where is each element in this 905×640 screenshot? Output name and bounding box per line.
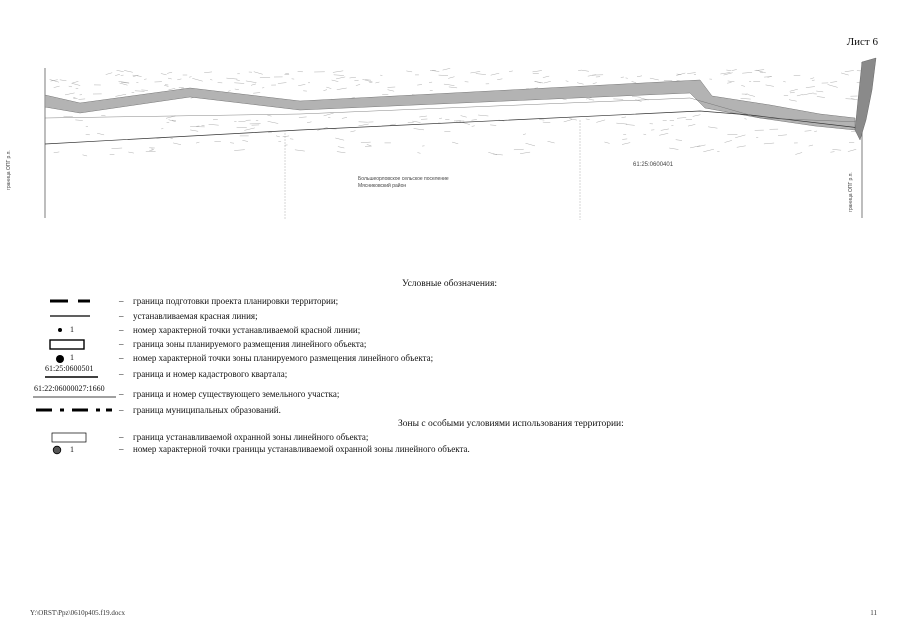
terrain-mark xyxy=(209,124,219,125)
terrain-mark xyxy=(237,127,247,128)
settlement-label-1: Большеорловское сельское поселение xyxy=(358,176,449,182)
terrain-mark xyxy=(204,72,212,73)
legend-item xyxy=(0,296,905,308)
legend-item xyxy=(0,384,905,401)
terrain-mark xyxy=(548,141,555,143)
terrain-mark xyxy=(566,81,569,82)
terrain-mark xyxy=(472,120,477,121)
legend-dash: – xyxy=(119,369,124,379)
terrain-mark xyxy=(419,116,427,117)
legend-item xyxy=(0,444,905,456)
point-number: 1 xyxy=(70,445,74,454)
terrain-mark xyxy=(509,71,513,72)
terrain-mark xyxy=(533,71,542,72)
terrain-mark xyxy=(334,75,344,76)
terrain-mark xyxy=(755,70,765,71)
settlement-label-2: Мясниковский район xyxy=(358,183,407,189)
terrain-mark xyxy=(117,70,124,71)
terrain-mark xyxy=(514,149,524,150)
terrain-mark xyxy=(115,94,126,96)
terrain-mark xyxy=(523,134,526,135)
terrain-mark xyxy=(190,130,198,131)
terrain-mark xyxy=(323,90,327,91)
terrain-mark xyxy=(472,126,475,127)
terrain-mark xyxy=(234,83,244,84)
terrain-mark xyxy=(444,84,455,86)
terrain-mark xyxy=(493,154,503,155)
terrain-mark xyxy=(637,76,642,77)
terrain-mark xyxy=(766,85,774,87)
terrain-mark xyxy=(817,97,825,98)
terrain-mark xyxy=(677,118,686,119)
terrain-mark xyxy=(810,78,814,79)
terrain-mark xyxy=(253,93,260,94)
terrain-mark xyxy=(299,117,307,118)
terrain-mark xyxy=(764,143,774,144)
file-path: Y:\ORST\Ppz\0610p405.f19.docx xyxy=(30,609,126,617)
legend-item xyxy=(0,405,905,417)
terrain-mark xyxy=(106,73,113,75)
legend-item xyxy=(0,339,905,351)
terrain-mark xyxy=(622,139,627,140)
terrain-mark xyxy=(336,77,345,79)
terrain-mark xyxy=(812,80,815,81)
zone-rect-icon xyxy=(48,339,88,351)
terrain-mark xyxy=(359,124,369,126)
terrain-mark xyxy=(361,142,371,143)
terrain-mark xyxy=(577,83,584,85)
terrain-mark xyxy=(324,113,334,116)
legend-text: граница и номер кадастрового квартала; xyxy=(133,369,288,379)
terrain-mark xyxy=(251,84,256,85)
terrain-mark xyxy=(439,75,448,76)
terrain-mark xyxy=(703,149,714,152)
terrain-mark xyxy=(69,86,72,87)
left-boundary-label: граница ОПГ р.п. xyxy=(6,150,12,190)
terrain-mark xyxy=(790,89,798,91)
terrain-mark xyxy=(144,79,147,80)
terrain-mark xyxy=(72,81,79,83)
terrain-mark xyxy=(783,81,786,82)
terrain-mark xyxy=(149,150,153,151)
sheet-label: Лист 6 xyxy=(846,36,878,48)
terrain-mark xyxy=(189,77,191,78)
quarter-icon xyxy=(44,374,100,380)
right-boundary-label: граница ОПГ р.п. xyxy=(848,172,854,212)
terrain-mark xyxy=(588,75,596,77)
terrain-mark xyxy=(60,80,67,81)
legend-text: граница и номер существующего земельного участка; xyxy=(133,389,340,399)
terrain-mark xyxy=(54,86,60,88)
terrain-mark xyxy=(234,150,245,151)
page-number: 11 xyxy=(870,609,877,617)
red-line-icon xyxy=(48,311,96,321)
terrain-mark xyxy=(283,136,289,137)
terrain-mark xyxy=(443,68,451,70)
terrain-mark xyxy=(335,138,344,140)
terrain-mark xyxy=(333,71,343,73)
terrain-mark xyxy=(350,131,355,132)
terrain-mark xyxy=(234,121,236,122)
terrain-mark xyxy=(350,77,356,78)
terrain-mark xyxy=(797,94,803,96)
terrain-mark xyxy=(112,148,123,149)
terrain-mark xyxy=(669,148,678,150)
terrain-mark xyxy=(141,90,148,91)
terrain-mark xyxy=(230,143,234,144)
terrain-mark xyxy=(356,84,360,85)
terrain-mark xyxy=(688,124,695,126)
quarter-number-label: 61:25:0600401 xyxy=(633,162,674,168)
terrain-mark xyxy=(622,143,630,145)
terrain-mark xyxy=(741,98,751,99)
terrain-mark xyxy=(476,74,486,75)
terrain-mark xyxy=(380,75,382,76)
terrain-mark xyxy=(236,80,239,81)
terrain-mark xyxy=(168,78,172,79)
terrain-mark xyxy=(848,149,856,151)
terrain-mark xyxy=(128,152,134,153)
terrain-mark xyxy=(332,80,339,82)
terrain-mark xyxy=(697,145,705,147)
terrain-mark xyxy=(164,85,168,86)
terrain-mark xyxy=(708,127,717,128)
terrain-mark xyxy=(412,121,420,122)
terrain-mark xyxy=(390,124,396,125)
terrain-mark xyxy=(544,81,551,83)
terrain-mark xyxy=(307,122,312,123)
terrain-mark xyxy=(79,99,86,100)
legend-text: граница муниципальных образований. xyxy=(133,405,281,415)
legend-title: Условные обозначения: xyxy=(402,279,498,289)
terrain-mark xyxy=(375,82,379,83)
terrain-mark xyxy=(235,89,239,90)
terrain-mark xyxy=(790,92,795,93)
terrain-mark xyxy=(830,152,834,153)
terrain-mark xyxy=(278,83,287,84)
terrain-mark xyxy=(417,85,422,86)
quarter-number: 61:25:0600501 xyxy=(45,364,94,373)
terrain-mark xyxy=(167,72,172,73)
terrain-mark xyxy=(254,72,263,75)
terrain-mark xyxy=(298,84,305,85)
terrain-mark xyxy=(470,71,480,73)
terrain-mark xyxy=(632,96,641,97)
terrain-mark xyxy=(260,77,270,78)
terrain-mark xyxy=(276,136,280,137)
river-crossing xyxy=(855,58,876,140)
terrain-mark xyxy=(650,78,659,80)
terrain-mark xyxy=(830,82,837,83)
terrain-mark xyxy=(169,88,176,89)
terrain-mark xyxy=(809,145,813,146)
terrain-mark xyxy=(177,79,181,80)
terrain-mark xyxy=(246,81,257,83)
terrain-mark xyxy=(778,135,787,136)
protection-rect-icon xyxy=(50,432,90,444)
terrain-mark xyxy=(367,145,371,146)
legend-dash: – xyxy=(119,389,124,399)
terrain-mark xyxy=(676,140,682,141)
terrain-mark xyxy=(564,120,572,122)
legend-dash: – xyxy=(119,405,124,415)
legend-text: граница зоны планируемого размещения линейного объекта; xyxy=(133,339,367,349)
terrain-mark xyxy=(535,81,543,83)
terrain-mark xyxy=(439,118,442,119)
parcel-number: 61:22:06000027:1660 xyxy=(34,384,105,393)
terrain-mark xyxy=(693,115,701,117)
legend-dash: – xyxy=(119,325,124,335)
linear-object-zone xyxy=(45,80,855,130)
point-number: 1 xyxy=(70,325,74,334)
terrain-mark xyxy=(789,100,797,102)
legend-dash: – xyxy=(119,339,124,349)
terrain-mark xyxy=(267,115,271,116)
terrain-mark xyxy=(338,147,344,148)
terrain-mark xyxy=(589,99,594,100)
terrain-mark xyxy=(744,119,746,120)
municipal-icon xyxy=(34,405,114,415)
terrain-mark xyxy=(120,83,128,85)
terrain-mark xyxy=(448,77,454,79)
terrain-mark xyxy=(687,73,696,74)
terrain-mark xyxy=(795,153,802,155)
terrain-mark xyxy=(593,83,597,84)
terrain-mark xyxy=(83,155,88,156)
legend-text: устанавливаемая красная линия; xyxy=(133,311,258,321)
terrain-mark xyxy=(342,117,347,118)
terrain-mark xyxy=(268,121,279,123)
terrain-mark xyxy=(727,83,731,84)
protection-dot-icon xyxy=(51,444,63,456)
terrain-mark xyxy=(828,85,838,88)
terrain-mark xyxy=(596,120,605,123)
terrain-mark xyxy=(622,117,627,118)
terrain-mark xyxy=(196,142,199,143)
terrain-mark xyxy=(543,122,551,123)
terrain-mark xyxy=(748,95,755,97)
terrain-mark xyxy=(337,88,347,90)
terrain-mark xyxy=(244,128,255,130)
terrain-mark xyxy=(449,87,457,88)
legend-dash: – xyxy=(119,296,124,306)
terrain-mark xyxy=(814,131,817,132)
legend-text: номер характерной точки устанавливаемой красной линии; xyxy=(133,325,361,335)
legend-item xyxy=(0,364,905,381)
terrain-mark xyxy=(805,131,812,132)
terrain-mark xyxy=(728,81,735,82)
terrain-mark xyxy=(690,146,700,148)
terrain-mark xyxy=(97,133,104,135)
terrain-mark xyxy=(582,70,589,71)
parcel-icon xyxy=(32,394,118,400)
terrain-mark xyxy=(228,91,231,92)
terrain-mark xyxy=(846,99,855,100)
terrain-mark xyxy=(732,70,737,71)
legend-text: номер характерной точки зоны планируемого размещения линейного объекта; xyxy=(133,353,434,363)
terrain-mark xyxy=(726,70,731,71)
terrain-mark xyxy=(760,72,763,73)
boundary-dash-icon xyxy=(48,296,96,306)
terrain-mark xyxy=(75,120,83,121)
terrain-mark xyxy=(832,149,841,150)
terrain-mark xyxy=(520,152,530,154)
terrain-mark xyxy=(135,91,145,92)
terrain-mark xyxy=(73,98,77,99)
terrain-mark xyxy=(388,90,395,92)
terrain-mark xyxy=(841,73,849,75)
terrain-mark xyxy=(535,88,538,89)
terrain-mark xyxy=(845,71,854,72)
special-zones-title: Зоны с особыми условиями использования территории: xyxy=(398,419,624,429)
terrain-mark xyxy=(632,82,637,83)
map-drawing xyxy=(0,0,905,270)
terrain-mark xyxy=(543,76,549,78)
terrain-mark xyxy=(490,125,496,126)
terrain-mark xyxy=(161,74,167,75)
terrain-mark xyxy=(725,140,732,142)
legend-item xyxy=(0,432,905,444)
terrain-mark xyxy=(724,73,733,75)
terrain-mark xyxy=(735,135,745,138)
terrain-mark xyxy=(742,72,752,73)
point-number: 1 xyxy=(70,353,74,362)
terrain-mark xyxy=(210,79,212,80)
terrain-mark xyxy=(115,74,120,75)
terrain-mark xyxy=(497,79,502,80)
terrain-mark xyxy=(169,120,176,122)
legend-text: граница устанавливаемой охранной зоны линейного объекта; xyxy=(133,432,369,442)
terrain-mark xyxy=(616,123,627,124)
terrain-mark xyxy=(101,115,105,116)
terrain-mark xyxy=(65,93,75,95)
terrain-mark xyxy=(661,129,669,131)
terrain-mark xyxy=(461,116,467,118)
terrain-mark xyxy=(816,91,823,92)
terrain-mark xyxy=(295,150,305,151)
legend-item xyxy=(0,325,905,337)
terrain-mark xyxy=(741,85,745,86)
terrain-mark xyxy=(586,119,590,120)
legend-text: номер характерной точки границы устанавливаемой охранной зоны линейного объекта. xyxy=(133,444,470,454)
terrain-mark xyxy=(124,70,133,72)
terrain-mark xyxy=(491,73,500,75)
terrain-mark xyxy=(326,87,331,89)
legend-item xyxy=(0,353,905,365)
terrain-mark xyxy=(354,80,358,81)
terrain-mark xyxy=(226,78,237,79)
small-dot-icon xyxy=(55,325,65,335)
terrain-mark xyxy=(643,134,646,135)
terrain-mark xyxy=(659,133,668,135)
legend-dash: – xyxy=(119,444,124,454)
legend-dash: – xyxy=(119,353,124,363)
legend-item xyxy=(0,311,905,323)
legend-text: граница подготовки проекта планировки территории; xyxy=(133,296,339,306)
terrain-mark xyxy=(737,146,746,148)
legend-dash: – xyxy=(119,311,124,321)
terrain-mark xyxy=(414,129,424,130)
terrain-mark xyxy=(539,120,544,121)
terrain-mark xyxy=(604,142,609,143)
terrain-mark xyxy=(173,143,181,145)
terrain-mark xyxy=(417,153,420,154)
terrain-mark xyxy=(478,115,488,116)
terrain-mark xyxy=(337,152,346,153)
terrain-mark xyxy=(526,143,536,146)
terrain-mark xyxy=(563,99,567,100)
terrain-mark xyxy=(452,142,458,144)
terrain-mark xyxy=(72,83,80,85)
terrain-mark xyxy=(192,78,202,81)
terrain-mark xyxy=(242,140,248,141)
terrain-mark xyxy=(626,125,635,126)
terrain-mark xyxy=(54,152,60,153)
terrain-mark xyxy=(806,87,815,88)
terrain-mark xyxy=(406,71,412,72)
legend-dash: – xyxy=(119,432,124,442)
terrain-mark xyxy=(803,93,814,95)
